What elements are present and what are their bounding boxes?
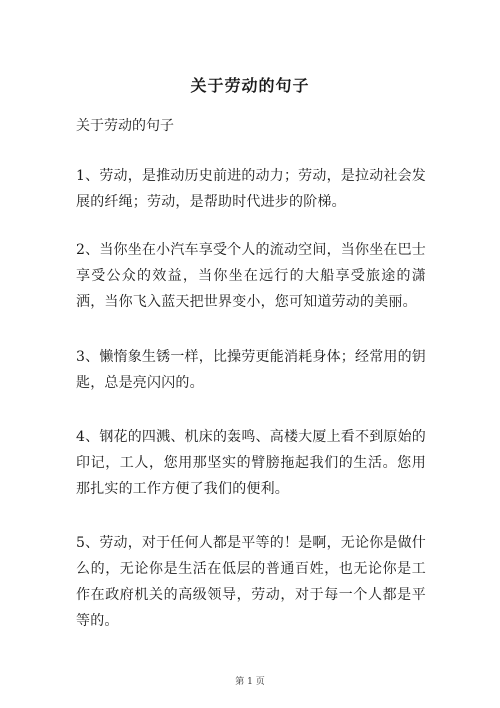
document-title: 关于劳动的句子 (190, 76, 310, 95)
document-subtitle: 关于劳动的句子 (76, 118, 174, 134)
paragraph-4: 4、钢花的四溅、机床的轰鸣、高楼大厦上看不到原始的印记，工人，您用那坚实的臂膀拖起我们的生活。您用那扎实的工作方便了我们的便利。 (76, 429, 426, 497)
paragraph-5: 5、劳动，对于任何人都是平等的！是啊，无论你是做什么的，无论你是生活在低层的普通百姓，也无论你是工作在政府机关的高级领导，劳动，对于每一个人都是平等的。 (76, 535, 426, 629)
paragraph-2: 2、当你坐在小汽车享受个人的流动空间，当你坐在巴士享受公众的效益，当你坐在远行的大船享受旅途的潇洒，当你飞入蓝天把世界变小，您可知道劳动的美丽。 (76, 242, 426, 310)
paragraph-3: 3、懒惰象生锈一样，比操劳更能消耗身体；经常用的钥匙，总是亮闪闪的。 (76, 349, 426, 391)
page-number: 第 1 页 (235, 677, 265, 687)
paragraph-1: 1、劳动，是推动历史前进的动力；劳动，是拉动社会发展的纤绳；劳动，是帮助时代进步的阶梯。 (76, 168, 426, 210)
